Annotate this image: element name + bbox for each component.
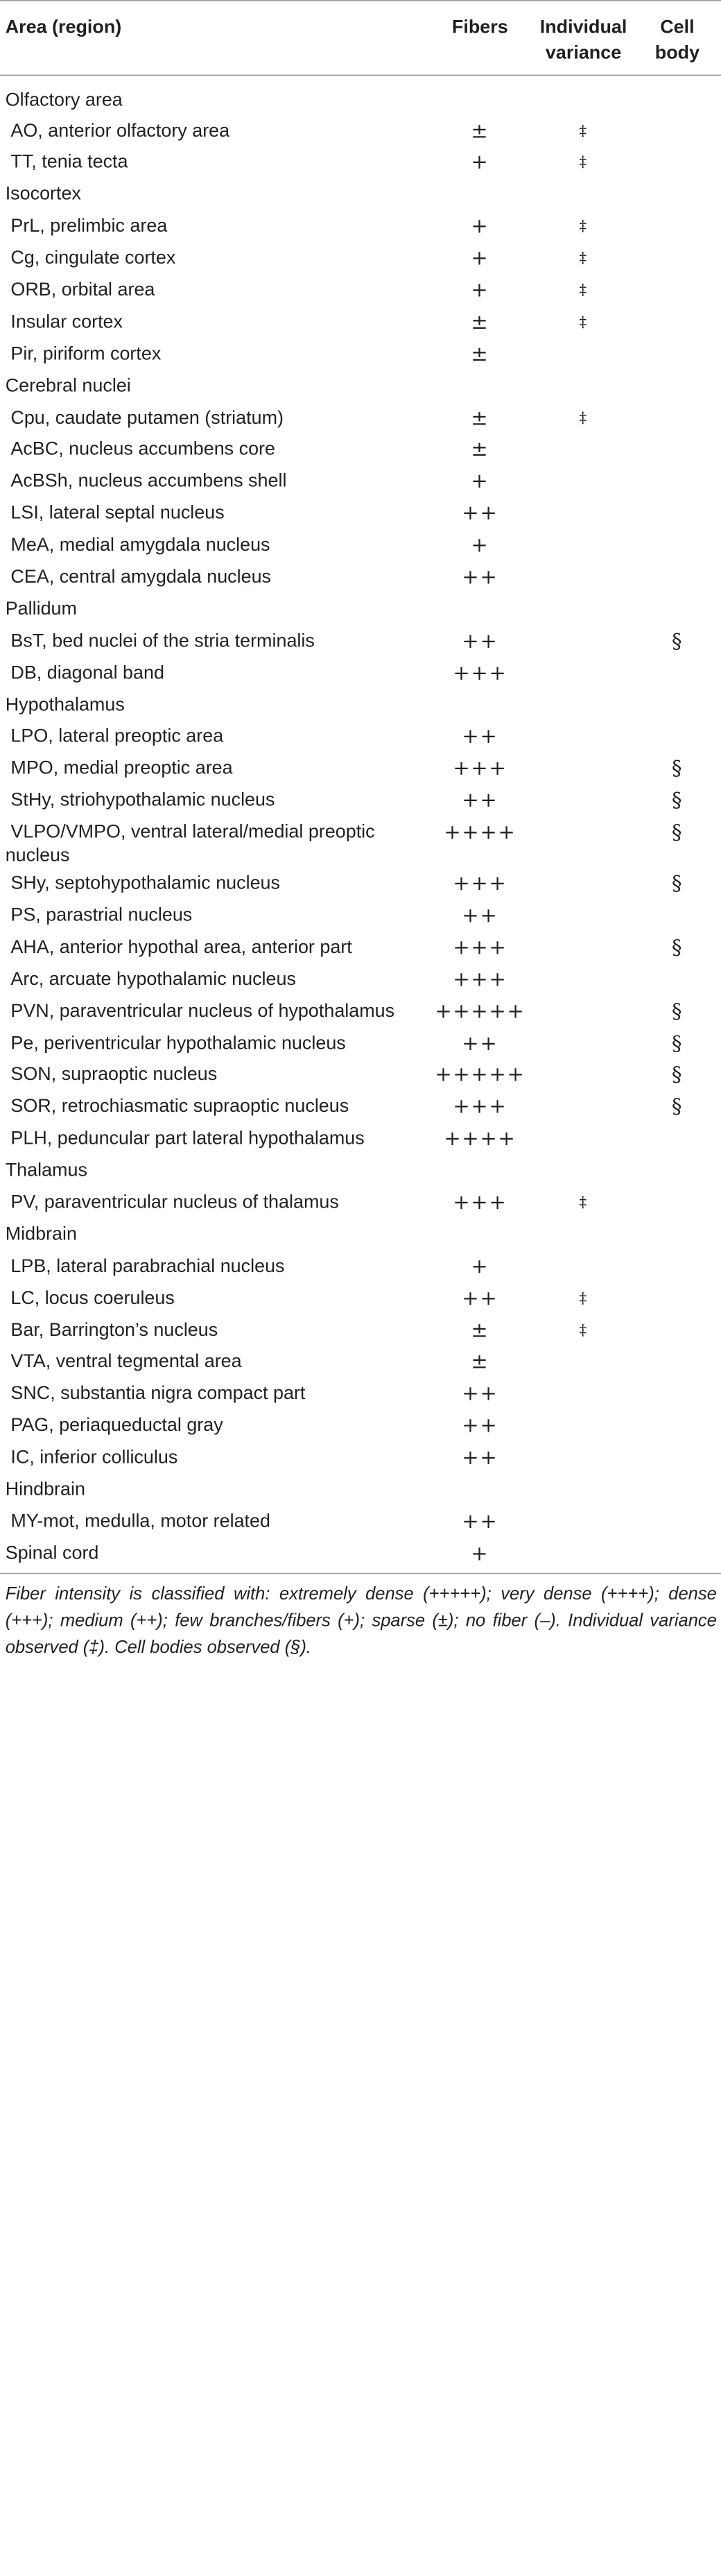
table-row [0, 964, 721, 996]
area-name: PLH, peduncular part lateral hypothalamus [10, 1126, 365, 1149]
table-row [0, 1028, 721, 1060]
variance-marker [533, 1251, 634, 1283]
fibers-value [426, 690, 533, 722]
header-fibers [426, 1, 533, 76]
fibers-value: ± [471, 1318, 489, 1342]
variance-marker [533, 1411, 634, 1443]
area-name: SNC, substantia nigra compact part [10, 1382, 306, 1404]
group-row [0, 1538, 721, 1572]
group-row [0, 594, 721, 626]
area-name: PrL, prelimbic area [10, 214, 168, 237]
group-row [0, 75, 721, 115]
table-row [0, 1251, 721, 1283]
variance-marker [533, 964, 634, 996]
cell-body-marker: § [671, 872, 684, 895]
fibers-value: ± [471, 406, 489, 430]
variance-marker [533, 900, 634, 932]
table-row [0, 307, 721, 339]
fibers-value: ++ [462, 1286, 498, 1310]
variance-marker [533, 1219, 634, 1251]
table-row [0, 116, 721, 148]
cell-body-marker [634, 1443, 721, 1475]
fibers-value: +++ [453, 1095, 507, 1119]
cell-body-marker [634, 1187, 721, 1219]
area-name: PVN, paraventricular nucleus of hypothalamus [10, 999, 395, 1021]
cell-body-marker [634, 594, 721, 626]
variance-marker [533, 1379, 634, 1411]
variance-marker [533, 371, 634, 403]
area-name: MPO, medial preoptic area [10, 757, 233, 779]
cell-body-marker [634, 116, 721, 148]
area-name: IC, inferior colliculus [10, 1445, 178, 1468]
table-row [0, 339, 721, 371]
variance-marker [533, 339, 634, 371]
cell-body-marker [634, 1347, 721, 1379]
variance-marker [533, 722, 634, 754]
area-name: VLPO/VMPO, ventral lateral/medial preoptic nucleus [5, 821, 375, 866]
fibers-value: + [471, 470, 489, 494]
fibers-value: ++ [462, 1414, 498, 1438]
area-name: Insular cortex [10, 310, 123, 332]
group-label: Hypothalamus [5, 693, 125, 715]
group-label: Cerebral nuclei [5, 374, 131, 396]
cell-body-marker [634, 1219, 721, 1251]
cell-body-marker [634, 722, 721, 754]
fibers-value: +++++ [435, 1063, 525, 1087]
group-row [0, 1475, 721, 1506]
fibers-value: ++ [462, 501, 498, 526]
area-name: Cpu, caudate putamen (striatum) [10, 406, 284, 428]
area-name: PV, paraventricular nucleus of thalamus [10, 1190, 339, 1212]
variance-marker: ‡ [579, 282, 588, 299]
cell-body-marker [634, 1283, 721, 1315]
area-name: Arc, arcuate hypothalamic nucleus [10, 968, 296, 989]
table-row [0, 658, 721, 690]
area-name: AcBC, nucleus accumbens core [10, 438, 276, 460]
table-row [0, 1347, 721, 1379]
group-label: Pallidum [5, 597, 77, 619]
cell-body-marker [634, 307, 721, 339]
variance-marker [533, 531, 634, 563]
table-row [0, 1060, 721, 1092]
variance-marker [533, 499, 634, 531]
group-row [0, 690, 721, 722]
area-name: Bar, Barrington’s nucleus [10, 1318, 218, 1340]
fibers-value: ± [471, 438, 489, 462]
fibers-value [426, 75, 533, 115]
area-name: Cg, cingulate cortex [10, 246, 176, 268]
table-row [0, 900, 721, 932]
fibers-value: ± [471, 342, 489, 366]
cell-body-marker: § [671, 757, 684, 781]
table-row [0, 722, 721, 754]
variance-marker: ‡ [579, 1194, 588, 1212]
fibers-value: + [471, 278, 489, 302]
fibers-value: ++++ [444, 821, 516, 845]
area-name: StHy, striohypothalamic nucleus [10, 789, 275, 811]
variance-marker [533, 435, 634, 467]
area-name: LPB, lateral parabrachial nucleus [10, 1254, 285, 1276]
table-row [0, 148, 721, 180]
fibers-value: + [471, 214, 489, 239]
group-label: Isocortex [5, 182, 81, 205]
cell-body-marker [634, 690, 721, 722]
fibers-value: ± [471, 1350, 489, 1374]
table-row [0, 1315, 721, 1347]
area-name: MY-mot, medulla, motor related [10, 1509, 270, 1531]
variance-marker [533, 1475, 634, 1506]
fibers-value [426, 594, 533, 626]
fibers-value: ++ [462, 1382, 498, 1406]
header-variance [533, 1, 634, 76]
area-name: AO, anterior olfactory area [10, 119, 230, 141]
cell-body-marker: § [671, 1095, 684, 1119]
fibers-value [426, 180, 533, 212]
cell-body-marker [634, 148, 721, 180]
cell-body-marker: § [671, 629, 684, 653]
cell-body-marker [634, 275, 721, 307]
variance-marker [533, 626, 634, 658]
table-row [0, 868, 721, 900]
area-name: SOR, retrochiasmatic supraoptic nucleus [10, 1095, 349, 1117]
cell-body-marker [634, 435, 721, 467]
cell-body-marker [634, 1379, 721, 1411]
variance-marker [533, 1060, 634, 1092]
variance-marker [533, 1443, 634, 1475]
cell-body-marker: § [671, 789, 684, 813]
table-row [0, 626, 721, 658]
group-label: Thalamus [5, 1158, 87, 1180]
variance-marker [533, 868, 634, 900]
group-row [0, 1156, 721, 1187]
table-row [0, 1443, 721, 1475]
fibers-value: ++ [462, 1031, 498, 1055]
group-row [0, 1219, 721, 1251]
header-variance-line1: Individual [539, 16, 627, 37]
area-name: PAG, periaqueductal gray [10, 1414, 223, 1436]
table-row [0, 1092, 721, 1124]
table-row [0, 403, 721, 435]
variance-marker: ‡ [579, 218, 588, 235]
area-name: LC, locus coeruleus [10, 1286, 175, 1308]
area-name: PS, parastrial nucleus [10, 904, 193, 925]
variance-marker: ‡ [579, 122, 588, 139]
cell-body-marker [634, 563, 721, 594]
header-area [0, 1, 426, 76]
fibers-value [426, 1475, 533, 1506]
area-name: Pir, piriform cortex [10, 342, 162, 364]
variance-marker [533, 180, 634, 212]
variance-marker: ‡ [579, 250, 588, 267]
group-label: Midbrain [5, 1222, 77, 1244]
group-label: Hindbrain [5, 1477, 85, 1500]
group-label: Spinal cord [5, 1541, 99, 1563]
cell-body-marker: § [671, 1031, 684, 1055]
fibers-value [426, 371, 533, 403]
header-area-label: Area (region) [5, 16, 122, 37]
variance-marker [533, 786, 634, 818]
variance-marker [533, 75, 634, 115]
table-row [0, 1124, 721, 1156]
fibers-value [426, 1219, 533, 1251]
fibers-value: ++ [462, 565, 498, 590]
table-body [0, 75, 721, 1572]
variance-marker [533, 1506, 634, 1538]
cell-body-marker [634, 1538, 721, 1572]
area-name: DB, diagonal band [10, 661, 164, 683]
cell-body-marker [634, 1506, 721, 1538]
variance-marker: ‡ [579, 314, 588, 331]
area-name: Pe, periventricular hypothalamic nucleus [10, 1031, 346, 1053]
cell-body-marker [634, 339, 721, 371]
fibers-value: +++++ [435, 999, 525, 1023]
table-row [0, 1411, 721, 1443]
cell-body-marker [634, 75, 721, 115]
fibers-value: +++ [453, 968, 507, 991]
cell-body-marker [634, 1156, 721, 1187]
header-variance-line2: variance [545, 42, 622, 63]
area-name: LSI, lateral septal nucleus [10, 501, 225, 524]
table-row [0, 243, 721, 275]
variance-marker: ‡ [579, 154, 588, 171]
area-name: TT, tenia tecta [10, 151, 128, 173]
variance-marker [533, 690, 634, 722]
cell-body-marker [634, 243, 721, 275]
fibers-value: ++ [462, 789, 498, 813]
cell-body-marker [634, 531, 721, 563]
fibers-value: + [471, 1254, 489, 1278]
cell-body-marker: § [671, 821, 684, 845]
table-row [0, 467, 721, 499]
cell-body-marker [634, 1315, 721, 1347]
table-row [0, 932, 721, 964]
area-name: MeA, medial amygdala nucleus [10, 533, 270, 556]
fibers-value: ++ [462, 629, 498, 653]
variance-marker [533, 1538, 634, 1572]
cell-body-marker [634, 1475, 721, 1506]
fibers-value: + [471, 1541, 489, 1565]
area-name: AHA, anterior hypothal area, anterior part [10, 936, 352, 957]
fibers-value: ++ [462, 1509, 498, 1534]
cell-body-marker: § [671, 999, 684, 1023]
variance-marker [533, 996, 634, 1028]
table-row [0, 563, 721, 594]
header-cell-line1: Cell [660, 16, 695, 37]
area-name: LPO, lateral preoptic area [10, 725, 224, 747]
cell-body-marker: § [671, 936, 684, 959]
fibers-value: + [471, 246, 489, 271]
area-name: SHy, septohypothalamic nucleus [10, 872, 281, 893]
cell-body-marker [634, 403, 721, 435]
variance-marker: ‡ [579, 1289, 588, 1307]
area-name: CEA, central amygdala nucleus [10, 565, 272, 587]
table-footnote: Fiber intensity is classified with: extremely dense (+++++); very dense (++++); dense (+++); medium (++); few branches/fibers (+); sparse (±); no fiber (–). Individual variance observed (‡). Cell bodies observed (§). [0, 1572, 721, 1660]
variance-marker [533, 563, 634, 594]
variance-marker: ‡ [579, 1321, 588, 1339]
variance-marker [533, 1347, 634, 1379]
header-fibers-label: Fibers [451, 16, 508, 37]
variance-marker [533, 932, 634, 964]
cell-body-marker [634, 180, 721, 212]
fibers-value: ++ [462, 725, 498, 749]
area-name: AcBSh, nucleus accumbens shell [10, 470, 287, 492]
table-row [0, 786, 721, 818]
table-row [0, 1379, 721, 1411]
cell-body-marker [634, 964, 721, 996]
cell-body-marker [634, 371, 721, 403]
cell-body-marker [634, 1411, 721, 1443]
area-name: VTA, ventral tegmental area [10, 1350, 242, 1372]
fibers-value: +++ [453, 661, 507, 685]
variance-marker: ‡ [579, 409, 588, 427]
fibers-value: +++ [453, 1190, 507, 1214]
cell-body-marker [634, 212, 721, 243]
variance-marker [533, 1124, 634, 1156]
table-row [0, 1283, 721, 1315]
variance-marker [533, 1156, 634, 1187]
table-row [0, 1506, 721, 1538]
table-row [0, 996, 721, 1028]
fibers-value: + [471, 151, 489, 175]
cell-body-marker [634, 1251, 721, 1283]
group-row [0, 371, 721, 403]
fibers-value: ± [471, 119, 489, 143]
cell-body-marker [634, 467, 721, 499]
cell-body-marker [634, 900, 721, 932]
table-row [0, 1187, 721, 1219]
group-row [0, 180, 721, 212]
table-row [0, 754, 721, 786]
table-row [0, 435, 721, 467]
fibers-value: +++ [453, 936, 507, 959]
table-row [0, 499, 721, 531]
fibers-value: + [471, 533, 489, 558]
area-name: BsT, bed nuclei of the stria terminalis [10, 629, 315, 651]
table-row [0, 275, 721, 307]
cell-body-marker: § [671, 1063, 684, 1087]
table-header [0, 1, 721, 76]
variance-marker [533, 658, 634, 690]
fibers-value: ++++ [444, 1126, 516, 1151]
cell-body-marker [634, 1124, 721, 1156]
header-row [0, 1, 721, 76]
table-row [0, 531, 721, 563]
header-cell-body [634, 1, 721, 76]
variance-marker [533, 754, 634, 786]
variance-marker [533, 467, 634, 499]
table-row [0, 212, 721, 243]
fibers-value: +++ [453, 872, 507, 895]
variance-marker [533, 1028, 634, 1060]
variance-marker [533, 818, 634, 869]
area-name: ORB, orbital area [10, 278, 155, 300]
fibers-value: +++ [453, 757, 507, 781]
fibers-value [426, 1156, 533, 1187]
table-row [0, 818, 721, 869]
cell-body-marker [634, 499, 721, 531]
cell-body-marker [634, 658, 721, 690]
fibers-value: ± [471, 310, 489, 334]
variance-marker [533, 594, 634, 626]
fibers-value: ++ [462, 1445, 498, 1470]
header-cell-line2: body [654, 42, 700, 63]
area-name: SON, supraoptic nucleus [10, 1063, 218, 1085]
variance-marker [533, 1092, 634, 1124]
fibers-value: ++ [462, 904, 498, 927]
group-label: Olfactory area [5, 88, 123, 110]
